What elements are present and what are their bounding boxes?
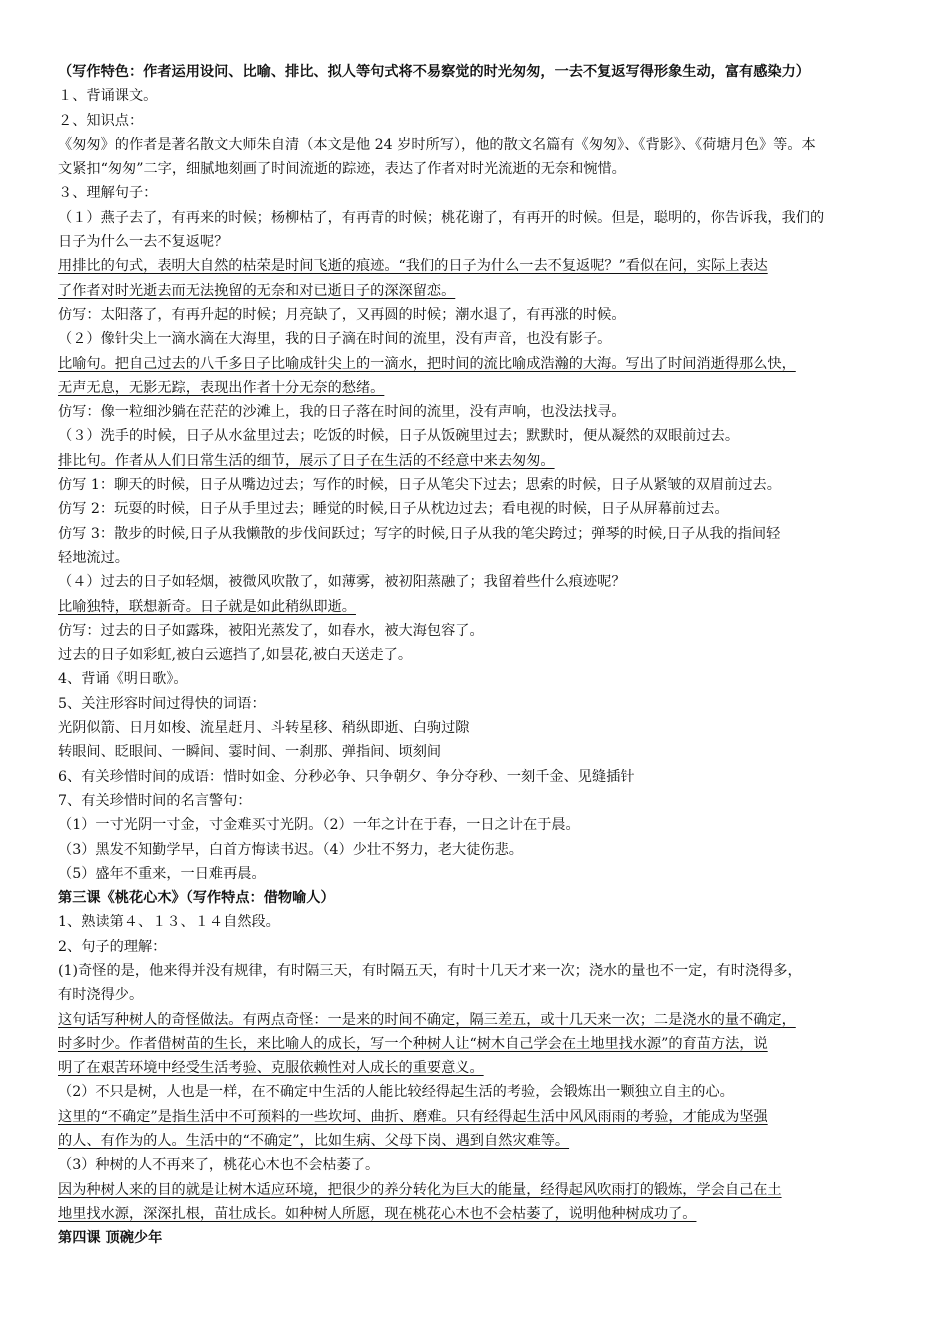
annotation-line: 明了在艰苦环境中经受生活考验、克服依赖性对人成长的重要意义。: [58, 1060, 484, 1077]
text-line: 2、句子的理解：: [58, 938, 167, 955]
text-line: （3）种树的人不再来了，桃花心木也不会枯萎了。: [58, 1157, 380, 1174]
annotation-line: 比喻独特，联想新奇。日子就是如此稍纵即逝。: [58, 598, 356, 615]
text-line: 1、熟读第４、１３、１４自然段。: [58, 914, 280, 931]
annotation-line: 这里的“不确定”是指生活中不可预料的一些坎坷、曲折、磨难。只有经得起生活中风风雨雨的考验，才能成为坚强: [58, 1108, 768, 1125]
text-line: （2）不只是树，人也是一样，在不确定中生活的人能比较经得起生活的考验，会锻炼出一颗独立自主的心。: [58, 1084, 734, 1101]
annotation-line: 用排比的句式，表明大自然的枯荣是时间飞逝的痕迹。“我们的日子为什么一去不复返呢？”看似在问，实际上表达: [58, 258, 768, 275]
text-line: 仿写：过去的日子如露珠，被阳光蒸发了，如春水，被大海包容了。: [58, 622, 484, 639]
text-line: 日子为什么一去不复返呢？: [58, 234, 229, 251]
annotation-line: 排比句。作者从人们日常生活的细节，展示了日子在生活的不经意中来去匆匆。: [58, 452, 555, 469]
annotation-line: 时多时少。作者借树苗的生长，来比喻人的成长，写一个种树人让“树木自己学会在土地里找水源”的育苗方法，说: [58, 1035, 768, 1052]
text-line: ２、知识点：: [58, 112, 144, 129]
text-line: （5）盛年不重来，一日难再晨。: [58, 865, 266, 882]
text-line: (1)奇怪的是，他来得并没有规律，有时隔三天，有时隔五天，有时十几天才来一次；浇水的量也不一定，有时浇得多，: [58, 962, 802, 979]
annotation-line: 这句话写种树人的奇怪做法。有两点奇怪：一是来的时间不确定，隔三差五，或十几天来一次；二是浇水的量不确定，: [58, 1011, 796, 1028]
annotation-line: 了作者对时光逝去而无法挽留的无奈和对已逝日子的深深留恋。: [58, 282, 456, 299]
annotation-line: 的人、有作为的人。生活中的“不确定”，比如生病、父母下岗、遇到自然灾难等。: [58, 1133, 570, 1150]
annotation-line: 无声无息，无影无踪，表现出作者十分无奈的愁绪。: [58, 379, 385, 396]
text-line: 仿写：太阳落了，有再升起的时候；月亮缺了，又再圆的时候；潮水退了，有再涨的时候。: [58, 306, 626, 323]
text-line: 轻地流过。: [58, 549, 129, 566]
text-line: （２）像针尖上一滴水滴在大海里，我的日子滴在时间的流里，没有声音，也没有影子。: [58, 331, 612, 348]
text-line: 7、有关珍惜时间的名言警句：: [58, 792, 252, 809]
text-line: 过去的日子如彩虹,被白云遮挡了,如昙花,被白天送走了。: [58, 647, 413, 664]
text-line: 6、有关珍惜时间的成语：惜时如金、分秒必争、只争朝夕、争分夺秒、一刻千金、见缝插针: [58, 768, 635, 785]
text-line: 仿写 2：玩耍的时候，日子从手里过去；睡觉的时候,日子从枕边过去；看电视的时候，日子从屏幕前过去。: [58, 501, 729, 518]
text-line: 仿写：像一粒细沙躺在茫茫的沙滩上，我的日子落在时间的流里，没有声响，也没法找寻。: [58, 404, 626, 421]
text-line: 文紧扣“匆匆”二字，细腻地刻画了时间流逝的踪迹，表达了作者对时光流逝的无奈和惋惜。: [58, 161, 626, 178]
text-line: ３、理解句子：: [58, 185, 158, 202]
text-line: 转眼间、眨眼间、一瞬间、霎时间、一刹那、弹指间、顷刻间: [58, 744, 442, 761]
text-line: 光阴似箭、日月如梭、流星赶月、斗转星移、稍纵即逝、白驹过隙: [58, 720, 470, 737]
text-line: （４）过去的日子如轻烟，被微风吹散了，如薄雾，被初阳蒸融了；我留着些什么痕迹呢？: [58, 574, 626, 591]
text-line: （1）一寸光阴一寸金，寸金难买寸光阴。（2）一年之计在于春，一日之计在于晨。: [58, 817, 580, 834]
text-line: 有时浇得少。: [58, 987, 144, 1004]
text-line: 5、关注形容时间过得快的词语：: [58, 695, 266, 712]
text-line: （１）燕子去了，有再来的时候；杨柳枯了，有再青的时候；桃花谢了，有再开的时候。但是，聪明的，你告诉我，我们的: [58, 209, 825, 226]
text-line: 4、背诵《明日歌》。: [58, 671, 188, 688]
annotation-line: 因为种树人来的目的就是让树木适应环境，把很少的养分转化为巨大的能量，经得起风吹雨打的锻炼，学会自己在土: [58, 1181, 782, 1198]
text-line: 仿写 1：聊天的时候，日子从嘴边过去；写作的时候，日子从笔尖下过去；思索的时候，日子从紧皱的双眉前过去。: [58, 477, 781, 494]
annotation-line: 比喻句。把自己过去的八千多日子比喻成针尖上的一滴水，把时间的流比喻成浩瀚的大海。写出了时间消逝得那么快，: [58, 355, 796, 372]
text-line: 仿写 3：散步的时候,日子从我懒散的步伐间跃过；写字的时候,日子从我的笔尖跨过；弹琴的时候,日子从我的指间轻: [58, 525, 781, 542]
text-line: 《匆匆》的作者是著名散文大师朱自清（本文是他 24 岁时所写），他的散文名篇有《匆匆》、《背影》、《荷塘月色》等。本: [58, 136, 816, 153]
heading-line: 第三课《桃花心木》（写作特点：借物喻人）: [58, 890, 335, 907]
annotation-line: 地里找水源，深深扎根，苗壮成长。如种树人所愿，现在桃花心木也不会枯萎了，说明他种树成功了。: [58, 1205, 697, 1222]
heading-line: （写作特色：作者运用设问、比喻、排比、拟人等句式将不易察觉的时光匆匆，一去不复返写得形象生动，富有感染力）: [58, 64, 810, 80]
heading-line: 第四课 顶碗少年: [58, 1230, 163, 1247]
text-line: （3）黑发不知勤学早，白首方悔读书迟。（4）少壮不努力，老大徒伤悲。: [58, 841, 523, 858]
text-line: （３）洗手的时候，日子从水盆里过去；吃饭的时候，日子从饭碗里过去；默默时，便从凝然的双眼前过去。: [58, 428, 740, 445]
text-line: １、背诵课文。: [58, 88, 158, 105]
